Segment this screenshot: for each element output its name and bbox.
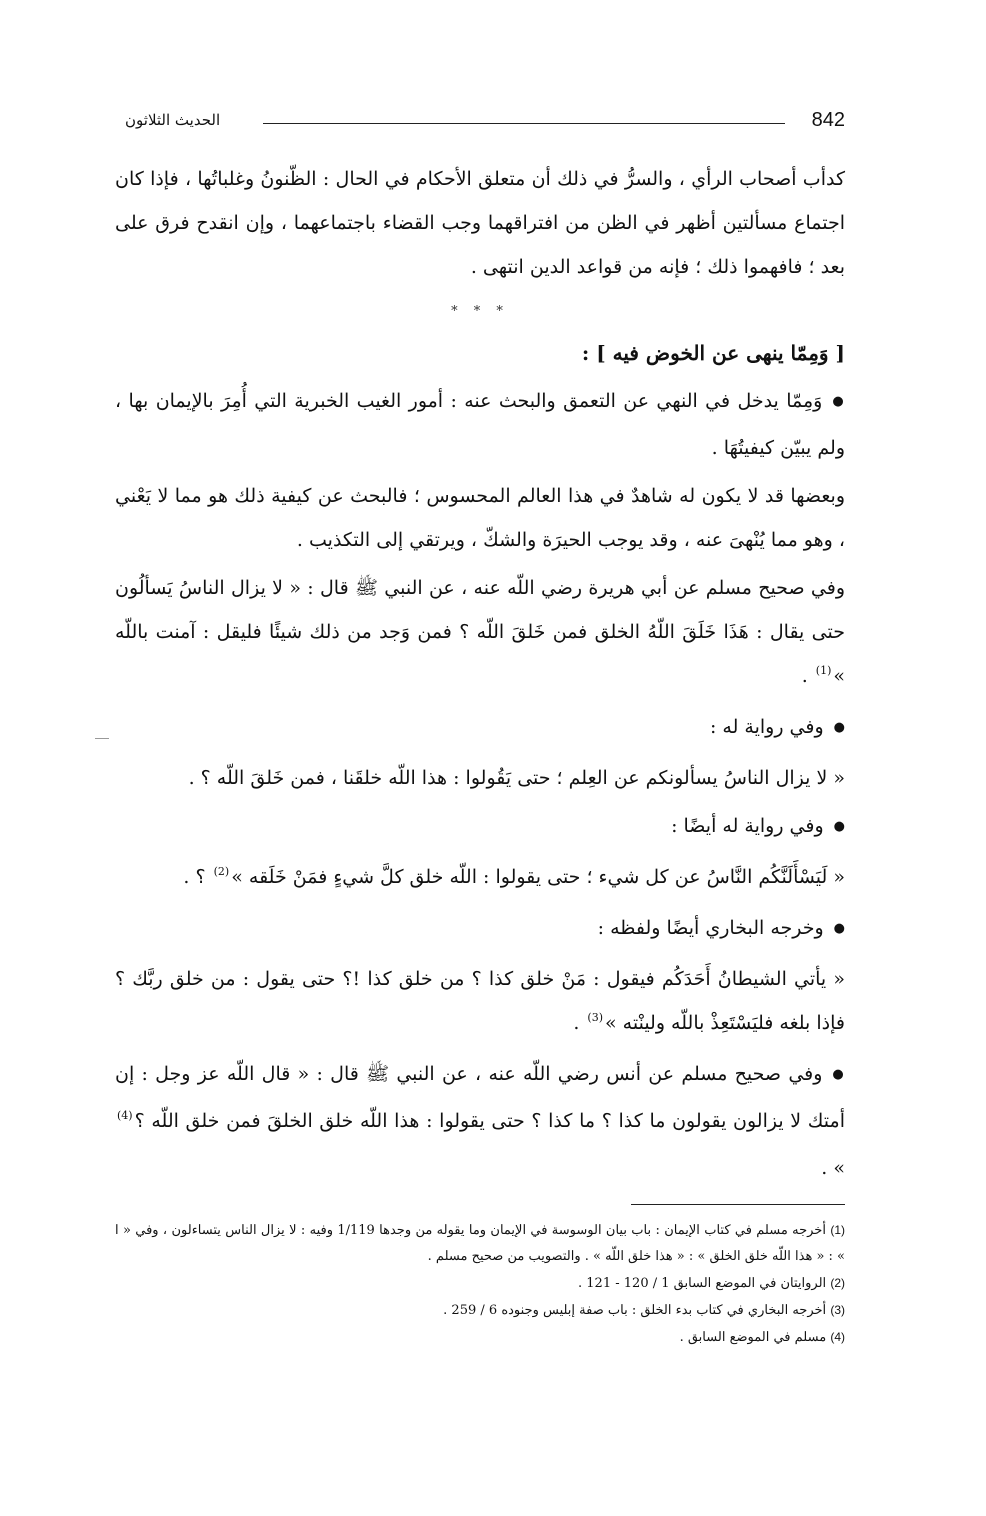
section-separator: * * *	[451, 304, 509, 319]
footnote-rule	[631, 1204, 845, 1205]
quote: « لا يزال الناسُ يسألونكم عن العِلم ؛ حتى يَقُولوا : هذا اللّه خلقَنا ، فمن خَلقَ اللّه ؟ .	[188, 767, 845, 789]
bullet-paragraph: ● وفي رواية له أيضًا :	[115, 804, 845, 851]
paragraph-end: » .	[821, 1157, 845, 1179]
bullet-paragraph: ● وَمِمّا يدخل في النهي عن التعمق والبحث عنه : أمور الغيب الخبرية التي أُمِرَ بالإيمان بها ، ولم يبيّن كيفيتُهَا .	[115, 379, 845, 470]
footnote-number: (2)	[830, 1276, 845, 1290]
margin-mark	[95, 738, 109, 739]
footnote-ref: (4)	[117, 1109, 133, 1122]
footnote	[115, 1217, 845, 1270]
footnote-text: الروايتان في الموضع السابق 1 / 120 - 121 .	[578, 1276, 827, 1291]
footnote-ref: (2)	[213, 865, 230, 878]
page-number: 842	[811, 109, 845, 131]
quote-end: .	[573, 1012, 580, 1034]
running-title: الحديث الثلاثون	[125, 111, 221, 129]
footnote-text: مسلم في الموضع السابق .	[679, 1330, 827, 1345]
footnote-ref: (1)	[815, 664, 832, 677]
footnote-number: (3)	[830, 1303, 845, 1317]
footnote-text: أخرجه مسلم في كتاب الإيمان : باب بيان الوسوسة في الإيمان وما يقوله من وجدها 1/119 وفيه : لا يزال الناس يتساءلون ، وفي « ا » : « هذا اللّه خلق الخلق » : « هذا خلق اللّه » . والتصويب من صحيح مسلم .	[115, 1223, 845, 1264]
document-page	[115, 95, 845, 1351]
paragraph-text: وفي صحيح مسلم عن أنس رضي اللّه عنه ، عن النبي ﷺ قال : « قال اللّه عز وجل : إن أمتك لا يزالون يقولون ما كذا ؟ ما كذا ؟ حتى يقولوا : هذا اللّه خلق الخلقَ فمن خلق اللّه ؟	[115, 1063, 845, 1132]
quote	[115, 957, 845, 1048]
footnotes	[115, 1217, 845, 1351]
footnote	[115, 1324, 845, 1351]
paragraph-end: .	[801, 665, 808, 687]
bullet-paragraph: ● وفي رواية له :	[115, 705, 845, 752]
page-header	[115, 95, 845, 135]
footnote-ref: (3)	[587, 1011, 603, 1024]
paragraph	[115, 566, 845, 701]
footnote	[115, 1270, 845, 1297]
footnote-number: (4)	[830, 1330, 845, 1344]
header-rule	[263, 123, 785, 124]
footnote	[115, 1297, 845, 1324]
section-heading: [ وَمِمّا ينهى عن الخوض فيه ] :	[581, 341, 845, 365]
quote-text: « يأتي الشيطانُ أَحَدَكُم فيقول : مَنْ خلق كذا ؟ من خلق كذا !؟ حتى يقول : من خلق ربَّك ؟ فإذا بلغه فليَسْتَعِذْ باللّه ولينْته »	[115, 968, 845, 1034]
quote-end: ؟ .	[183, 866, 206, 888]
quote	[115, 855, 845, 902]
bullet-paragraph: ● وخرجه البخاري أيضًا ولفظه :	[115, 906, 845, 953]
main-text	[115, 157, 845, 1190]
quote-text: « لَيَسْأَلَنَّكُم النَّاسُ عن كل شيء ؛ حتى يقولوا : اللّه خلق كلَّ شيءٍ فمَنْ خَلَقه »	[231, 866, 845, 888]
footnote-number: (1)	[830, 1223, 846, 1237]
paragraph: كدأب أصحاب الرأي ، والسرُّ في ذلك أن متعلق الأحكام في الحال : الظّنونُ وغلباتُها ، فإذا كان اجتماع مسألتين أظهر في الظن من افتراقهما وجب القضاء باجتماعهما ، وإن انقدح فرق على بعد ؛ فافهموا ذلك ؛ فإنه من قواعد الدين انتهى .	[115, 168, 845, 278]
paragraph-text: وفي صحيح مسلم عن أبي هريرة رضي اللّه عنه ، عن النبي ﷺ قال : « لا يزال الناسُ يَسألُون حتى يقال : هَذَا خَلَقَ اللّهُ الخلق فمن خَلقَ اللّه ؟ فمن وَجد من ذلك شيئًا فليقل : آمنت باللّه »	[115, 577, 845, 687]
bullet-paragraph	[115, 1052, 845, 1190]
footnote-text: أخرجه البخاري في كتاب بدء الخلق : باب صفة إبليس وجنوده 6 / 259 .	[443, 1303, 827, 1318]
paragraph: وبعضها قد لا يكون له شاهدٌ في هذا العالم المحسوس ؛ فالبحث عن كيفية ذلك هو مما لا يَعْني ، وهو مما يُنْهىَ عنه ، وقد يوجب الحيرَة والشكّ ، ويرتقي إلى التكذيب .	[115, 485, 845, 551]
